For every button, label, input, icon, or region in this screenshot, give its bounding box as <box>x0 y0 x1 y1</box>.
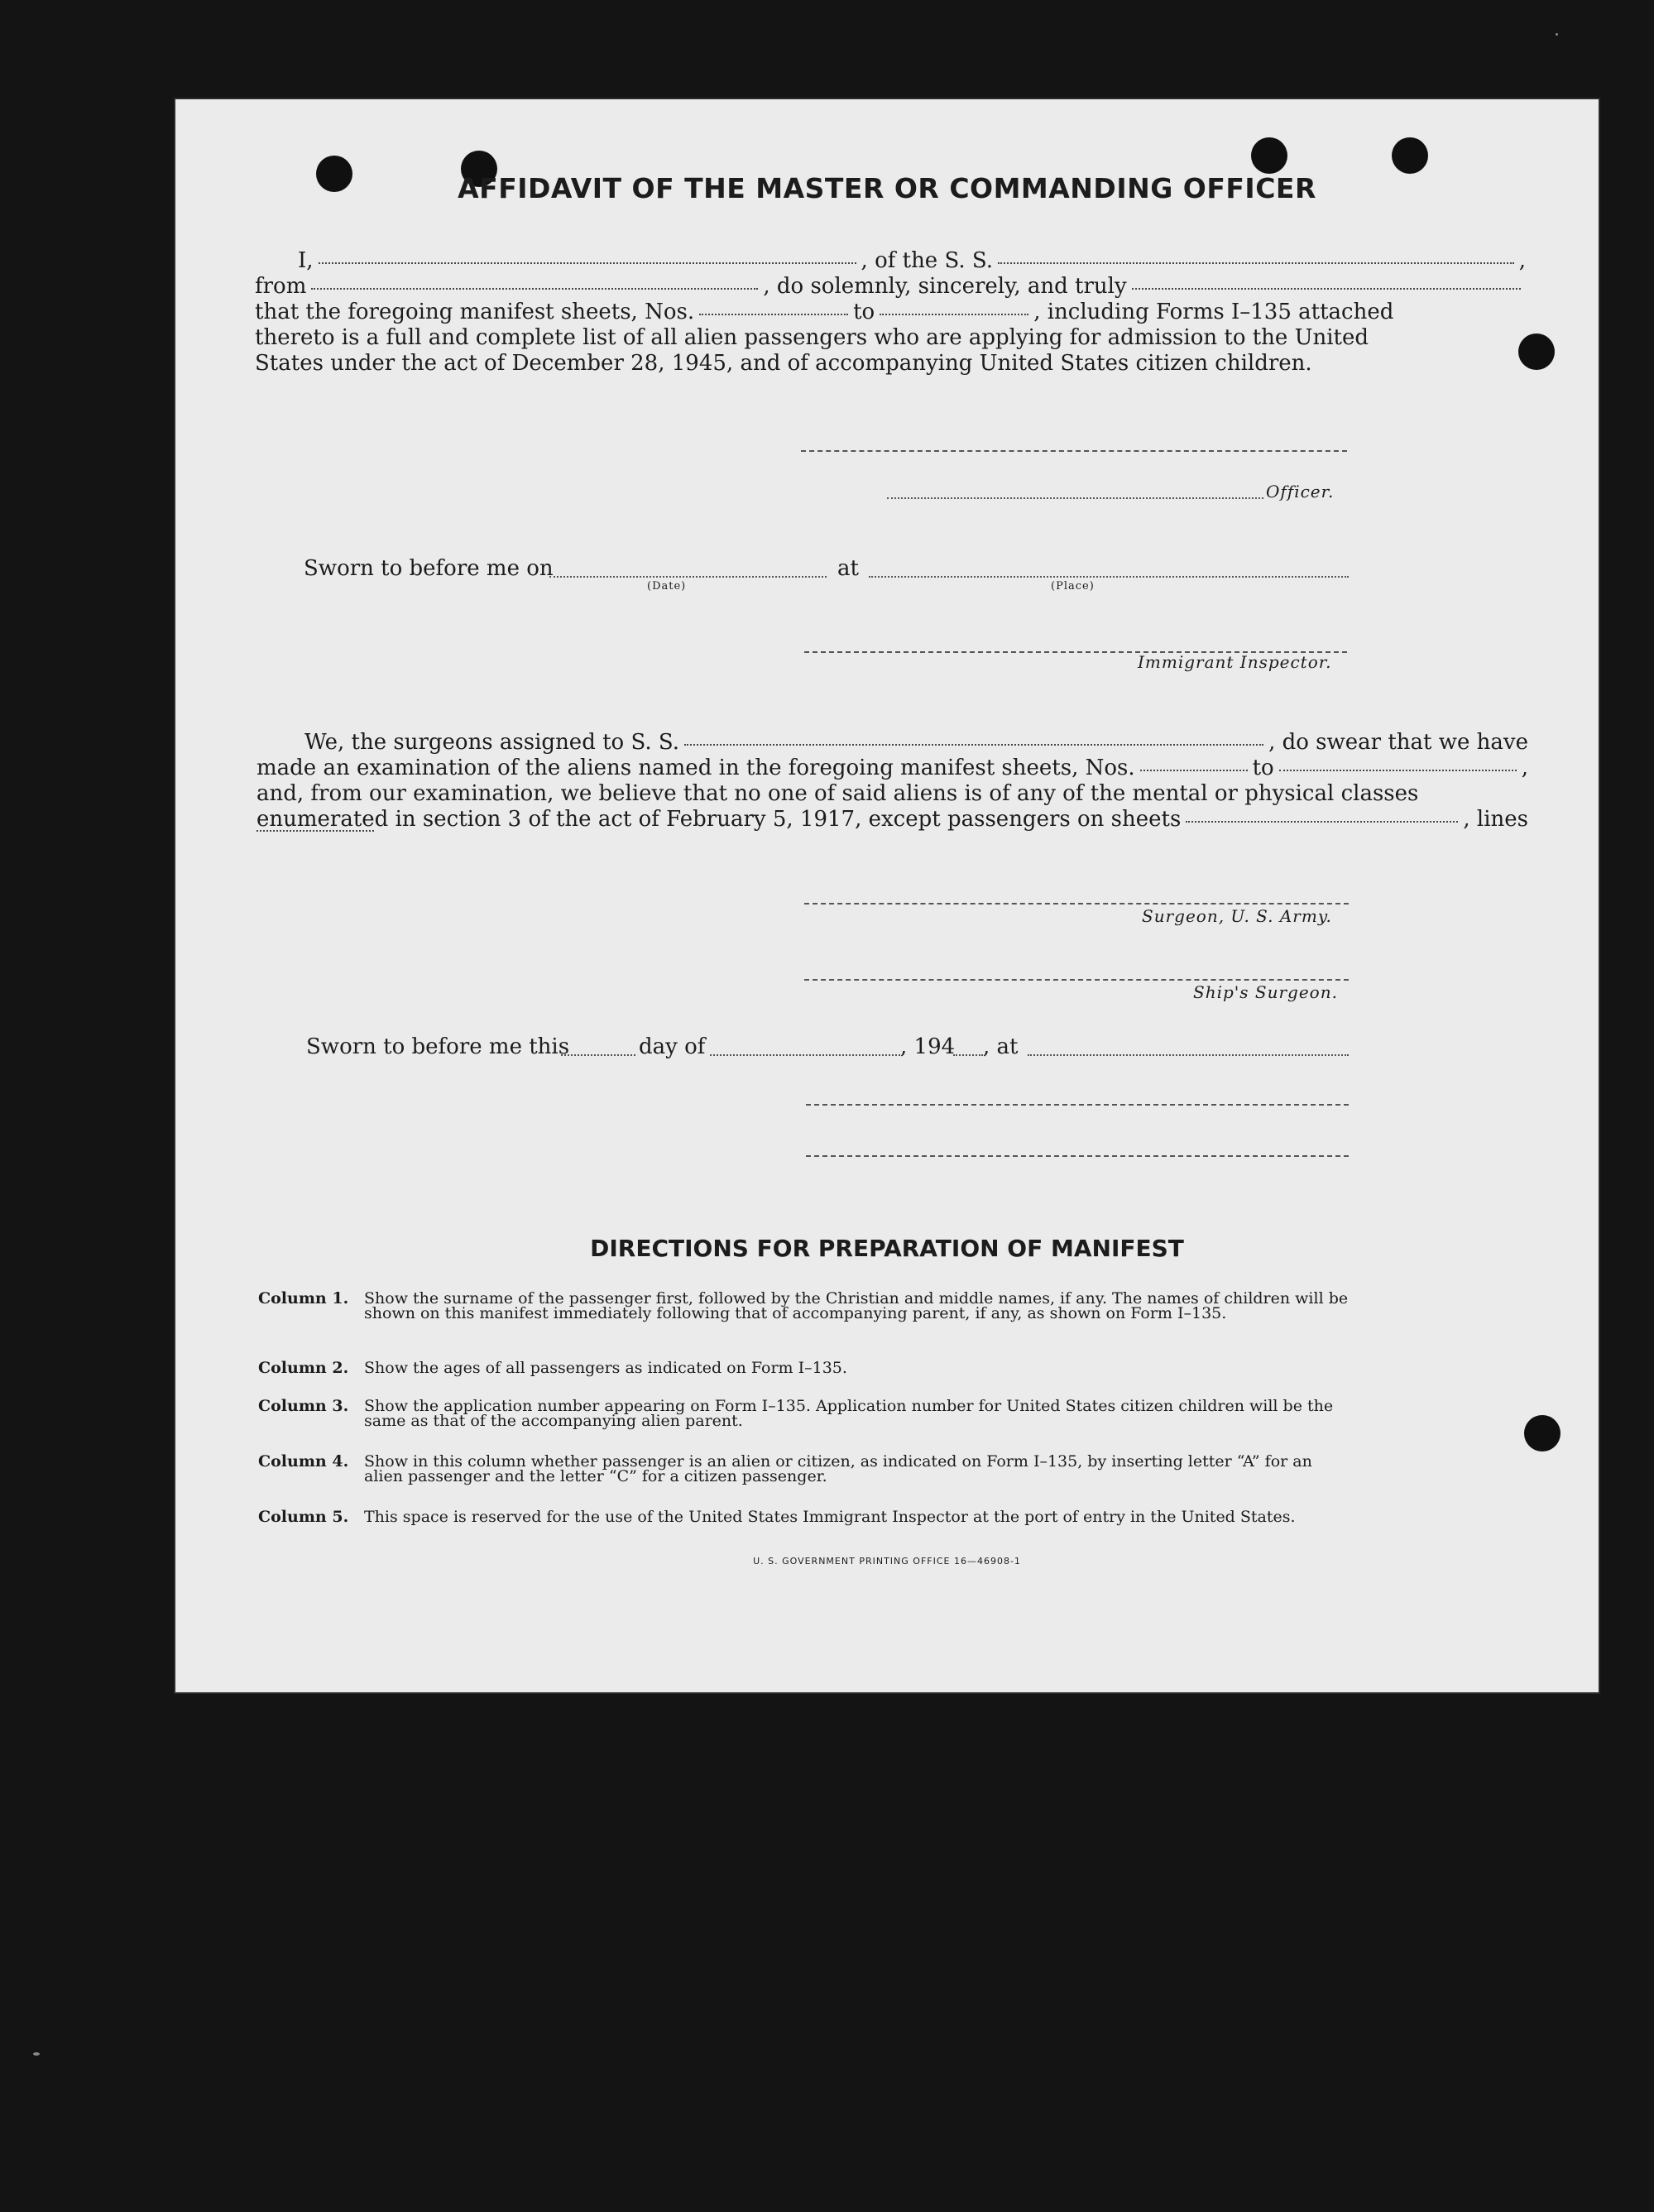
affidavit-line <box>255 248 1526 274</box>
punch-hole <box>1524 1415 1561 1451</box>
affidavit-text: I, <box>298 248 314 273</box>
direction-item <box>258 1399 1350 1428</box>
direction-label: Column 4. <box>258 1452 349 1471</box>
direction-text: This space is reserved for the use of the United States Immigrant Inspector at the port of entry in the United States. <box>364 1508 1296 1526</box>
direction-label: Column 2. <box>258 1359 349 1377</box>
affidavit-text: that the foregoing manifest sheets, Nos. <box>255 300 695 324</box>
surgeons-text: , do swear that we have <box>1268 730 1528 755</box>
direction-text: Show the ages of all passengers as indicated on Form I–135. <box>364 1359 847 1377</box>
surgeons-line: and, from our examination, we believe that no one of said aliens is of any of the mental or physical classes <box>256 781 1419 806</box>
surgeons-text: , <box>1521 756 1528 780</box>
sworn-dayof-label: day of <box>639 1034 706 1059</box>
punch-hole <box>1392 137 1428 174</box>
officer-signature-line[interactable] <box>801 449 1347 452</box>
exam-sheet-from-field[interactable] <box>1140 769 1248 771</box>
officer-title-line[interactable] <box>887 497 1263 499</box>
direction-label: Column 1. <box>258 1289 349 1308</box>
surgeons-text: enumerated in section 3 of the act of February 5, 1917, except passengers on sheets <box>256 807 1182 832</box>
ship-surgeon-label: Ship's Surgeon. <box>1193 982 1338 1002</box>
affidavit-line: States under the act of December 28, 1945, and of accompanying United States citizen children. <box>255 351 1312 376</box>
surgeons-line <box>256 756 1528 781</box>
direction-text: Show the surname of the passenger first, followed by the Christian and middle names, if any. The names of children will be shown on this manifest immediately following that of accompanying parent, if any, as shown on Form I–135. <box>364 1289 1349 1322</box>
signature-line[interactable] <box>806 1103 1349 1106</box>
direction-item <box>258 1509 1350 1524</box>
place-caption: (Place) <box>1051 580 1095 593</box>
affirmation-field[interactable] <box>1132 287 1521 290</box>
sworn-at2-label: , at <box>983 1034 1019 1059</box>
direction-item <box>258 1454 1350 1484</box>
manifest-back-page <box>175 99 1599 1692</box>
ship-surgeon-signature-line[interactable] <box>804 978 1349 981</box>
master-name-field[interactable] <box>319 262 856 264</box>
surgeons-line <box>256 730 1528 756</box>
affidavit-line <box>255 300 1526 325</box>
sworn-year-label: , 194 <box>900 1034 956 1059</box>
surgeons-text: to <box>1252 756 1274 780</box>
sworn-place-field[interactable] <box>869 575 1349 578</box>
sworn-at-label: at <box>837 556 859 581</box>
direction-item <box>258 1360 1350 1375</box>
direction-text: Show the application number appearing on Form I–135. Application number for United States citizen children will be the same as that of the accompanying alien parent. <box>364 1397 1334 1430</box>
surgeons-line <box>256 807 1528 832</box>
army-surgeon-label: Surgeon, U. S. Army. <box>1142 906 1332 926</box>
affidavit-text: , of the S. S. <box>861 248 994 273</box>
sworn-this-label: Sworn to before me this <box>306 1034 570 1059</box>
surgeons-line <box>256 832 1528 835</box>
directions-title: DIRECTIONS FOR PREPARATION OF MANIFEST <box>590 1235 1184 1262</box>
scan-speck <box>33 2052 40 2056</box>
affidavit-text: , <box>1518 248 1526 273</box>
signature-line[interactable] <box>806 1154 1349 1157</box>
affidavit-text: , including Forms I–135 attached <box>1033 300 1394 324</box>
affidavit-line: thereto is a full and complete list of all alien passengers who are applying for admission to the United <box>255 325 1369 350</box>
punch-hole <box>1251 137 1287 174</box>
sworn-place2-field[interactable] <box>1028 1053 1349 1056</box>
direction-item <box>258 1291 1350 1321</box>
direction-text: Show in this column whether passenger is an alien or citizen, as indicated on Form I–135, by inserting letter “A” for an alien passenger and the letter “C” for a citizen passenger. <box>364 1452 1312 1485</box>
affidavit-paragraph <box>255 248 1526 377</box>
surgeons-ship-field[interactable] <box>684 743 1263 746</box>
sworn-date-field[interactable] <box>549 575 827 578</box>
sworn-month-field[interactable] <box>710 1053 900 1056</box>
surgeons-text: We, the surgeons assigned to S. S. <box>304 730 680 755</box>
sworn-day-field[interactable] <box>561 1053 635 1056</box>
exam-sheet-to-field[interactable] <box>1279 769 1517 771</box>
direction-label: Column 5. <box>258 1508 349 1526</box>
ship-name-field[interactable] <box>998 262 1514 264</box>
sheet-from-field[interactable] <box>699 313 848 315</box>
surgeons-text: , lines <box>1463 807 1528 832</box>
affidavit-text: to <box>853 300 875 324</box>
scan-speck <box>1556 33 1558 36</box>
surgeons-paragraph <box>256 730 1528 835</box>
officer-label: Officer. <box>1266 482 1335 501</box>
army-surgeon-signature-line[interactable] <box>804 902 1349 904</box>
sworn-year-field[interactable] <box>953 1053 983 1056</box>
inspector-label: Immigrant Inspector. <box>1138 652 1332 672</box>
sheet-to-field[interactable] <box>880 313 1028 315</box>
printing-office-imprint: U. S. GOVERNMENT PRINTING OFFICE 16—46908-1 <box>753 1556 1021 1567</box>
surgeons-text: made an examination of the aliens named in the foregoing manifest sheets, Nos. <box>256 756 1135 780</box>
sworn-on-label: Sworn to before me on <box>304 556 554 581</box>
affidavit-text: from <box>255 274 307 299</box>
affidavit-line <box>255 274 1526 300</box>
affidavit-text: , do solemnly, sincerely, and truly <box>763 274 1127 299</box>
affidavit-title: AFFIDAVIT OF THE MASTER OR COMMANDING OFFICER <box>458 172 1316 204</box>
direction-label: Column 3. <box>258 1397 349 1415</box>
port-from-field[interactable] <box>311 287 758 290</box>
except-lines-field[interactable] <box>256 829 374 832</box>
except-sheets-field[interactable] <box>1186 820 1458 823</box>
date-caption: (Date) <box>647 580 687 593</box>
